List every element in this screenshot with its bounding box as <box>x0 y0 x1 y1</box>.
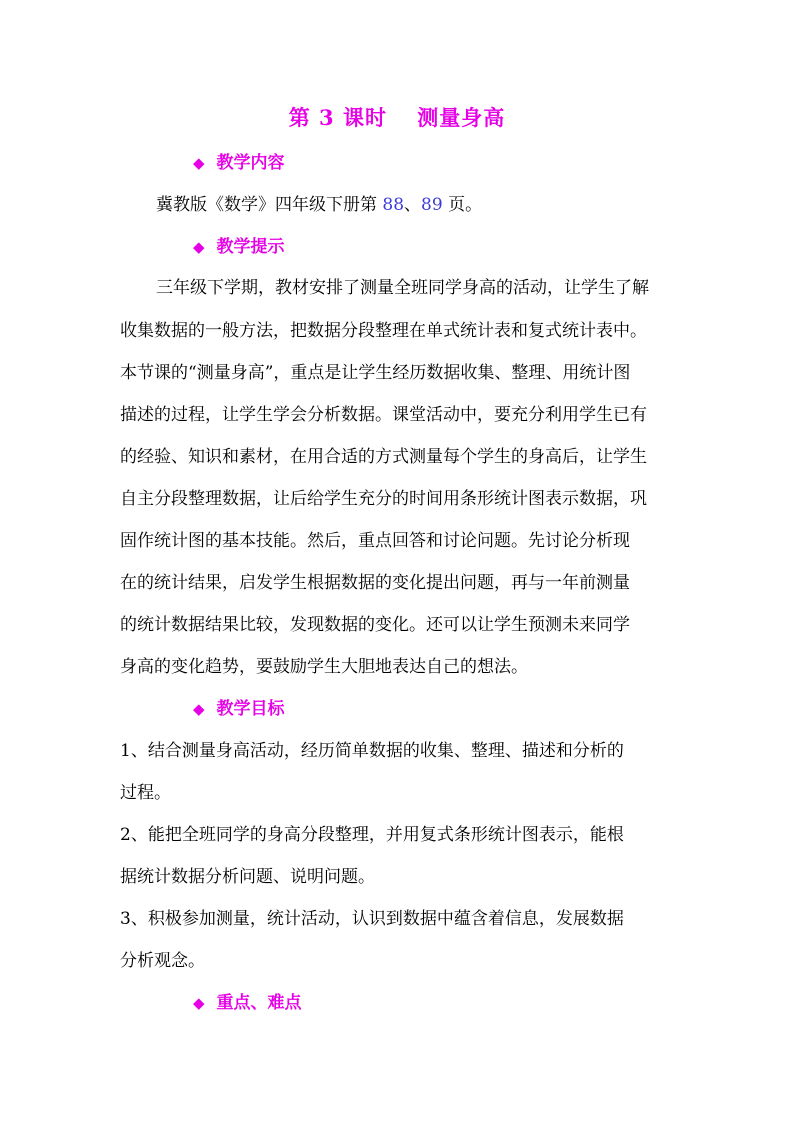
paragraph-line: 本节课的“测量身高”，重点是让学生经历数据收集、整理、用统计图 <box>120 363 631 383</box>
separator-text: 、 <box>404 195 422 215</box>
paragraph-line: 的统计数据结果比较，发现数据的变化。还可以让学生预测未来同学 <box>120 615 630 635</box>
content-text: 冀教版《数学》四年级下册第 <box>156 195 383 215</box>
page-number: 88 <box>382 195 405 215</box>
diamond-bullet-icon: ◆ <box>193 700 205 718</box>
paragraph-line: 收集数据的一般方法，把数据分段整理在单式统计表和复式统计表中。 <box>120 321 647 341</box>
goal-line: 分析观念。 <box>120 951 205 971</box>
goal-line: 1、结合测量身高活动，经历简单数据的收集、整理、描述和分析的 <box>120 741 624 761</box>
section-heading-goals <box>193 694 285 719</box>
paragraph-line: 三年级下学期，教材安排了测量全班同学身高的活动，让学生了解 <box>156 278 649 298</box>
paragraph-line: 描述的过程，让学生学会分析数据。课堂活动中，要充分利用学生已有 <box>120 405 647 425</box>
page-title: 第 3 课时 测量身高 <box>288 105 506 130</box>
section-heading-label: 教学提示 <box>216 237 285 257</box>
section-heading-tips <box>193 232 285 257</box>
section-heading-content <box>193 148 285 173</box>
paragraph-line: 的经验、知识和素材，在用合适的方式测量每个学生的身高后，让学生 <box>120 447 647 467</box>
content-text: 页。 <box>442 195 483 215</box>
paragraph-line: 在的统计结果，启发学生根据数据的变化提出问题，再与一年前测量 <box>120 573 630 593</box>
goal-line: 过程。 <box>120 783 171 803</box>
content-line <box>156 190 482 215</box>
paragraph-line: 固作统计图的基本技能。然后，重点回答和讨论问题。先讨论分析现 <box>120 531 630 551</box>
section-heading-keypoints <box>193 988 302 1013</box>
diamond-bullet-icon: ◆ <box>193 994 205 1012</box>
section-heading-label: 重点、难点 <box>216 993 302 1013</box>
paragraph-line: 自主分段整理数据，让后给学生充分的时间用条形统计图表示数据，巩 <box>120 489 647 509</box>
diamond-bullet-icon: ◆ <box>193 154 205 172</box>
paragraph-line: 身高的变化趋势，要鼓励学生大胆地表达自己的想法。 <box>120 657 528 677</box>
goal-line: 2、能把全班同学的身高分段整理，并用复式条形统计图表示，能根 <box>120 825 624 845</box>
section-heading-label: 教学目标 <box>216 699 285 719</box>
page-number: 89 <box>421 195 443 215</box>
goal-line: 3、积极参加测量，统计活动，认识到数据中蕴含着信息，发展数据 <box>120 909 624 929</box>
diamond-bullet-icon: ◆ <box>193 238 205 256</box>
section-heading-label: 教学内容 <box>216 153 285 173</box>
goal-line: 据统计数据分析问题、说明问题。 <box>120 867 375 887</box>
